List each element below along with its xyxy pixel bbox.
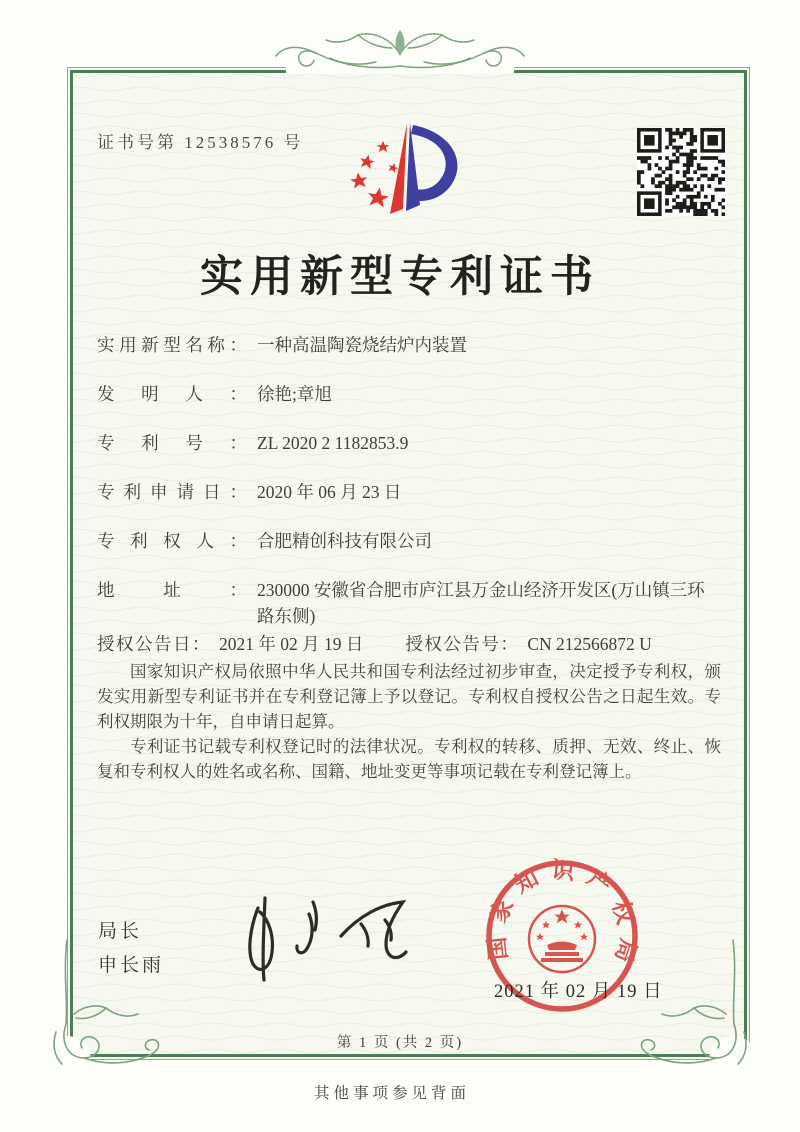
field-label: 专利号： <box>97 433 247 453</box>
field-value: 徐艳;章旭 <box>257 384 332 404</box>
back-note: 其他事项参见背面 <box>313 1085 470 1102</box>
body-paragraph-1: 国家知识产权局依照中华人民共和国专利法经过初步审查，决定授予专利权，颁发实用新型专利证书并在专利登记簿上予以登记。专利权自授权公告之日起生效。专利权期限为十年，自申请日起算。 <box>97 662 721 731</box>
seal-date: 2021 年 02 月 19 日 <box>494 982 663 1002</box>
signer-block <box>98 915 164 983</box>
qr-code <box>637 128 725 216</box>
field-label: 专利权人： <box>97 531 247 551</box>
field-row-filing-date <box>97 479 721 505</box>
field-label: 实用新型名称： <box>97 335 247 355</box>
grant-no-label: 授权公告号： <box>405 634 520 654</box>
field-label: 地址： <box>97 580 247 600</box>
signer-name: 申长雨 <box>98 955 165 976</box>
field-row-patent-no <box>97 430 721 456</box>
body-paragraph-2: 专利证书记载专利权登记时的法律状况。专利权的转移、质押、无效、终止、恢复和专利权人的姓名或名称、国籍、地址变更等事项记载在专利登记簿上。 <box>97 737 721 781</box>
field-value: 2020 年 06 月 23 日 <box>257 482 402 502</box>
seal-ring-text: 国家知识产权局 <box>483 857 641 976</box>
field-label: 发明人： <box>97 384 247 404</box>
certificate-number: 证书号第 12538576 号 <box>97 133 304 152</box>
field-row-grant <box>97 631 721 657</box>
handwritten-signature-icon <box>213 880 423 990</box>
signer-title: 局长 <box>98 921 143 942</box>
certificate-title: 实用新型专利证书 <box>200 254 600 301</box>
grant-date-value: 2021 年 02 月 19 日 <box>219 634 364 654</box>
field-value: ZL 2020 2 1182853.9 <box>257 433 409 453</box>
page-number: 第 1 页 (共 2 页) <box>336 1035 464 1051</box>
field-value: 合肥精创科技有限公司 <box>257 531 432 551</box>
cnipa-logo-icon <box>336 111 468 237</box>
field-row-name <box>97 332 721 358</box>
field-row-address <box>97 577 721 629</box>
grant-date-label: 授权公告日： <box>97 634 211 654</box>
field-row-patentee <box>97 528 721 554</box>
field-value: 230000 安徽省合肥市庐江县万金山经济开发区(万山镇三环路东侧) <box>257 580 705 626</box>
field-list <box>97 332 721 657</box>
field-row-inventor <box>97 381 721 407</box>
body-text <box>97 659 721 784</box>
field-value: 一种高温陶瓷烧结炉内装置 <box>257 335 467 355</box>
grant-no-value: CN 212566872 U <box>527 634 652 654</box>
field-label: 专利申请日： <box>97 482 247 502</box>
